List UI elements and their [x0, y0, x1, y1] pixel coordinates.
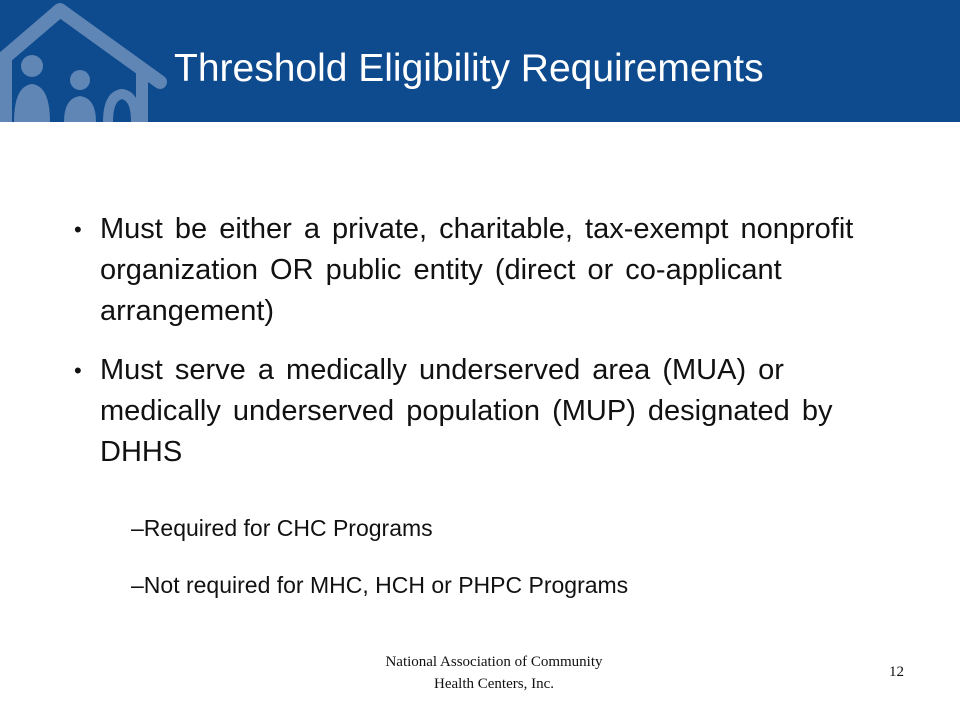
sub-bullet-item: –Not required for MHC, HCH or PHPC Programs	[131, 572, 629, 598]
bullet-text: Must be either a private, charitable, tax-exempt nonprofit organization OR public entity (direct or co-applicant arrangement)	[100, 213, 854, 327]
sub-bullet-item: –Required for CHC Programs	[131, 515, 433, 541]
page-number: 12	[889, 664, 904, 680]
bullet-list	[74, 209, 894, 491]
sub-bullet-list	[131, 513, 628, 627]
slide-title: Threshold Eligibility Requirements	[174, 47, 764, 90]
bullet-item	[74, 350, 894, 473]
bullet-dot-icon: •	[74, 358, 82, 383]
bullet-text: Must serve a medically underserved area (MUA) or medically underserved population (MUP) designated by DHHS	[100, 354, 833, 468]
header-banner	[0, 0, 960, 122]
bullet-item	[74, 209, 894, 332]
footer-organization: National Association of Community Health Centers, Inc.	[385, 654, 603, 692]
nachc-logo-icon	[0, 0, 180, 122]
bullet-dot-icon: •	[74, 217, 82, 242]
